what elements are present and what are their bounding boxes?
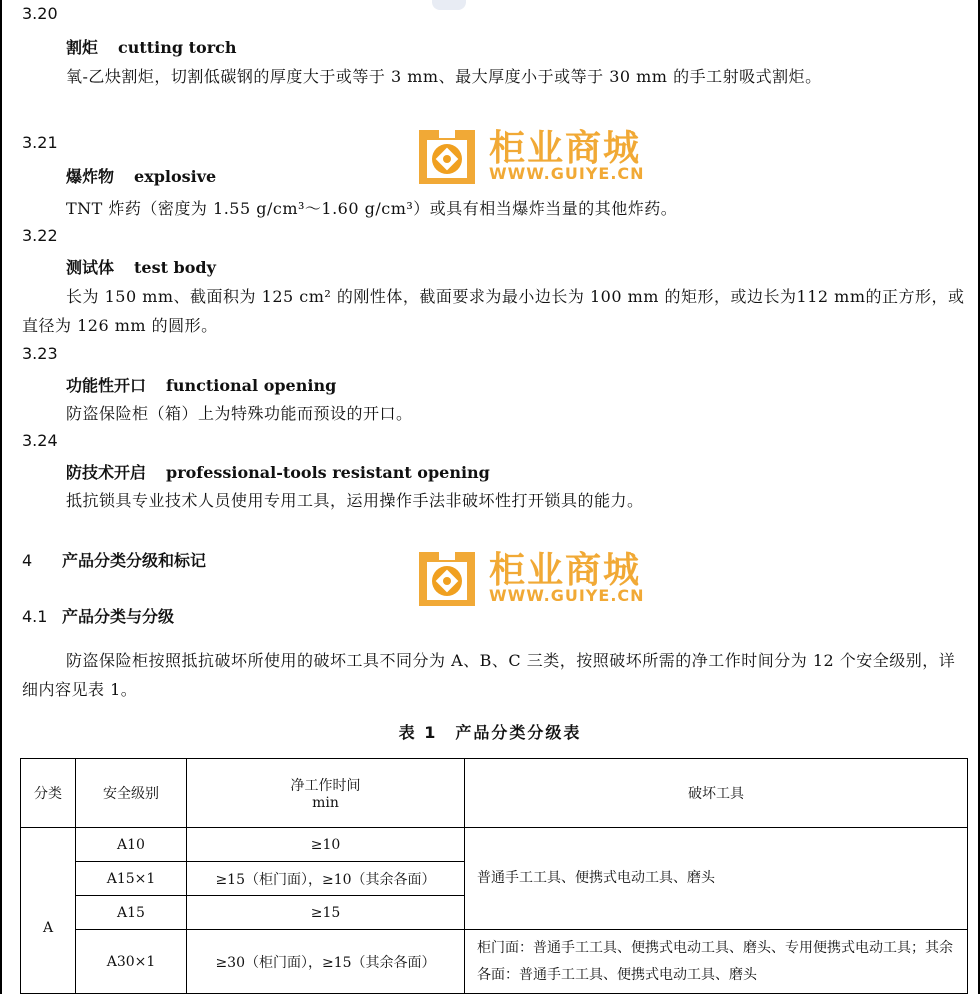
term-en: functional opening (166, 376, 337, 395)
watermark (415, 124, 665, 194)
time-cell: ≥15（柜门面），≥10（其余各面） (187, 862, 465, 896)
term-zh: 防技术开启 (66, 463, 147, 482)
term-zh: 爆炸物 (66, 167, 115, 186)
classification-table (20, 758, 968, 994)
header-time (187, 759, 465, 828)
subsection-heading (22, 604, 174, 627)
section-title: 产品分类分级和标记 (62, 551, 207, 570)
term-number: 3.24 (22, 431, 58, 450)
term-en: test body (134, 258, 216, 277)
watermark-logo-icon (415, 124, 479, 188)
term-en: professional-tools resistant opening (166, 463, 490, 482)
left-border (0, 0, 2, 994)
header-category: 分类 (21, 759, 76, 828)
section-heading (22, 548, 206, 571)
table-row (21, 930, 968, 994)
category-cell: A (21, 828, 76, 994)
term-zh: 测试体 (66, 258, 115, 277)
tools-cell: 柜门面：普通手工工具、便携式电动工具、磨头、专用便携式电动工具；其余各面：普通手工工具、便携式电动工具、磨头 (465, 930, 968, 994)
watermark-logo-icon (415, 546, 479, 610)
section-title: 产品分类与分级 (62, 607, 175, 626)
level-cell: A15 (76, 896, 187, 930)
term-heading (66, 255, 216, 278)
term-number: 3.23 (22, 344, 58, 363)
time-cell: ≥10 (187, 828, 465, 862)
section-number: 4.1 (22, 607, 48, 626)
term-heading (66, 373, 336, 396)
level-cell: A30×1 (76, 930, 187, 994)
term-heading (66, 35, 237, 58)
header-time-label: 净工作时间 (290, 778, 361, 794)
term-number: 3.21 (22, 133, 58, 152)
section-paragraph: 防盗保险柜按照抵抗破坏所使用的破坏工具不同分为 A、B、C 三类，按照破坏所需的净工作时间分为 12 个安全级别，详细内容见表 1。 (22, 651, 956, 699)
term-definition: 氧-乙炔割炬，切割低碳钢的厚度大于或等于 3 mm、最大厚度小于或等于 30 mm 的手工射吸式割炬。 (66, 67, 822, 86)
term-definition: 抵抗锁具专业技术人员使用专用工具，运用操作手法非破坏性打开锁具的能力。 (66, 491, 644, 510)
table-caption: 表 1 产品分类分级表 (398, 723, 582, 742)
watermark-name: 柜业商城 (489, 128, 642, 169)
term-en: cutting torch (118, 38, 237, 57)
term-zh: 割炬 (66, 38, 99, 57)
table-header-row (21, 759, 968, 828)
time-cell: ≥15 (187, 896, 465, 930)
watermark-url: WWW.GUIYE.CN (489, 164, 645, 183)
term-definition: TNT 炸药（密度为 1.55 g/cm³～1.60 g/cm³）或具有相当爆炸当量的其他炸药。 (66, 199, 678, 218)
top-mark (432, 0, 466, 10)
term-zh: 功能性开口 (66, 376, 147, 395)
term-heading (66, 164, 216, 187)
level-cell: A10 (76, 828, 187, 862)
section-number: 4 (22, 551, 33, 570)
term-definition: 防盗保险柜（箱）上为特殊功能而预设的开口。 (66, 404, 413, 423)
tools-cell: 普通手工工具、便携式电动工具、磨头 (465, 828, 968, 930)
term-number: 3.20 (22, 4, 58, 23)
header-tools: 破坏工具 (465, 759, 968, 828)
watermark-name: 柜业商城 (489, 550, 642, 591)
term-heading (66, 460, 490, 483)
watermark-url: WWW.GUIYE.CN (489, 586, 645, 605)
level-cell: A15×1 (76, 862, 187, 896)
header-level: 安全级别 (76, 759, 187, 828)
watermark (415, 546, 665, 616)
term-definition: 长为 150 mm、截面积为 125 cm² 的刚性体，截面要求为最小边长为 100 mm 的矩形，或边长为112 mm的正方形，或直径为 126 mm 的圆形。 (22, 287, 965, 335)
table-row (21, 828, 968, 862)
term-number: 3.22 (22, 226, 58, 245)
header-time-unit: min (312, 795, 339, 811)
time-cell: ≥30（柜门面），≥15（其余各面） (187, 930, 465, 994)
term-en: explosive (134, 167, 217, 186)
